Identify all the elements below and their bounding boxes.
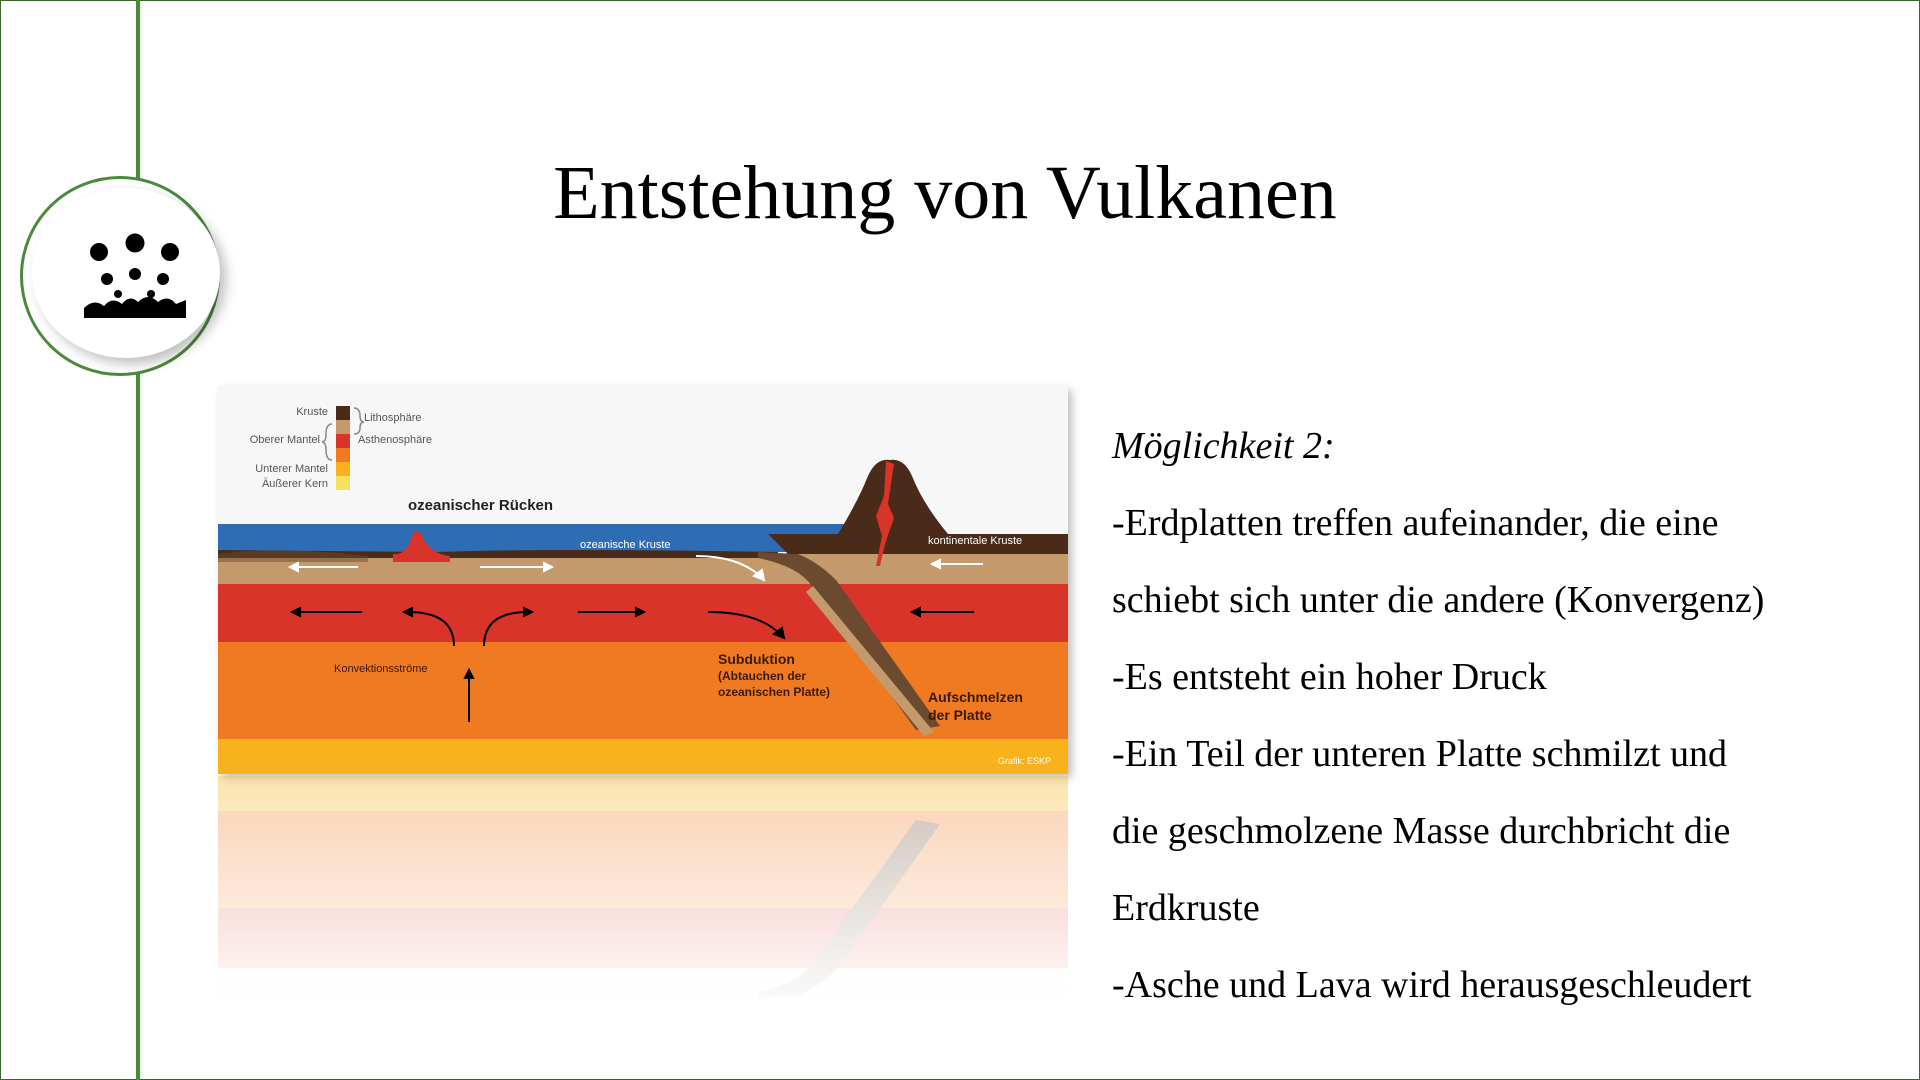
legend-swatch-kruste	[336, 406, 350, 420]
explanation-text	[1112, 408, 1902, 1024]
legend-lithosphaere: Lithosphäre	[364, 412, 422, 424]
explanation-line-6: Erdkruste	[1112, 887, 1260, 929]
label-subduction-line3: ozeanischen Platte)	[718, 685, 831, 699]
explanation-line-2: schiebt sich unter die andere (Konvergenz)	[1112, 579, 1765, 621]
explanation-line-3: -Es entsteht ein hoher Druck	[1112, 656, 1547, 698]
label-melting-line2: der Platte	[928, 707, 992, 723]
legend-kruste: Kruste	[296, 406, 328, 418]
sidebar-shadow	[140, 0, 144, 1080]
label-subduction-title: Subduktion	[718, 651, 795, 667]
label-subduction-line2: (Abtauchen der	[718, 669, 807, 683]
label-oceanic-crust: ozeanische Kruste	[580, 539, 671, 551]
legend-swatch-litho	[336, 420, 350, 434]
legend-swatch-core	[336, 476, 350, 490]
legend-oberer-mantel: Oberer Mantel	[249, 434, 320, 446]
explanation-heading: Möglichkeit 2:	[1112, 425, 1335, 467]
reflection-layers	[218, 776, 1068, 1016]
layer-outer-core	[218, 738, 1068, 774]
explanation-line-5: die geschmolzene Masse durchbricht die	[1112, 810, 1731, 852]
continental-crust	[768, 534, 1068, 554]
legend-asthenosphaere: Asthenosphäre	[358, 434, 432, 446]
slide-title: Entstehung von Vulkanen	[553, 151, 1337, 235]
explanation-line-1: -Erdplatten treffen aufeinander, die eine	[1112, 502, 1719, 544]
label-continental-crust: kontinentale Kruste	[928, 535, 1023, 547]
legend-swatch-astheno	[336, 434, 350, 448]
reflection-svg	[218, 776, 1068, 1016]
explanation-line-4: -Ein Teil der unteren Platte schmilzt und	[1112, 733, 1728, 775]
legend-aeusserer-kern: Äußerer Kern	[261, 478, 328, 490]
label-credit: Grafik: ESKP	[998, 756, 1052, 766]
label-ridge: ozeanischer Rücken	[408, 497, 554, 514]
label-melting-line1: Aufschmelzen	[928, 689, 1023, 705]
label-convection: Konvektionsströme	[334, 663, 428, 675]
explanation-line-7: -Asche und Lava wird herausgeschleudert	[1112, 964, 1752, 1006]
legend-unterer-mantel: Unterer Mantel	[255, 463, 328, 475]
diagram-svg	[218, 386, 1068, 774]
ocean-water	[218, 524, 848, 552]
diagram-reflection	[218, 776, 1068, 1016]
volcano-ash-icon	[80, 228, 190, 318]
legend-swatch-lower	[336, 448, 350, 462]
plate-tectonics-diagram	[218, 386, 1068, 774]
legend-swatch-upper-mantle	[336, 462, 350, 476]
